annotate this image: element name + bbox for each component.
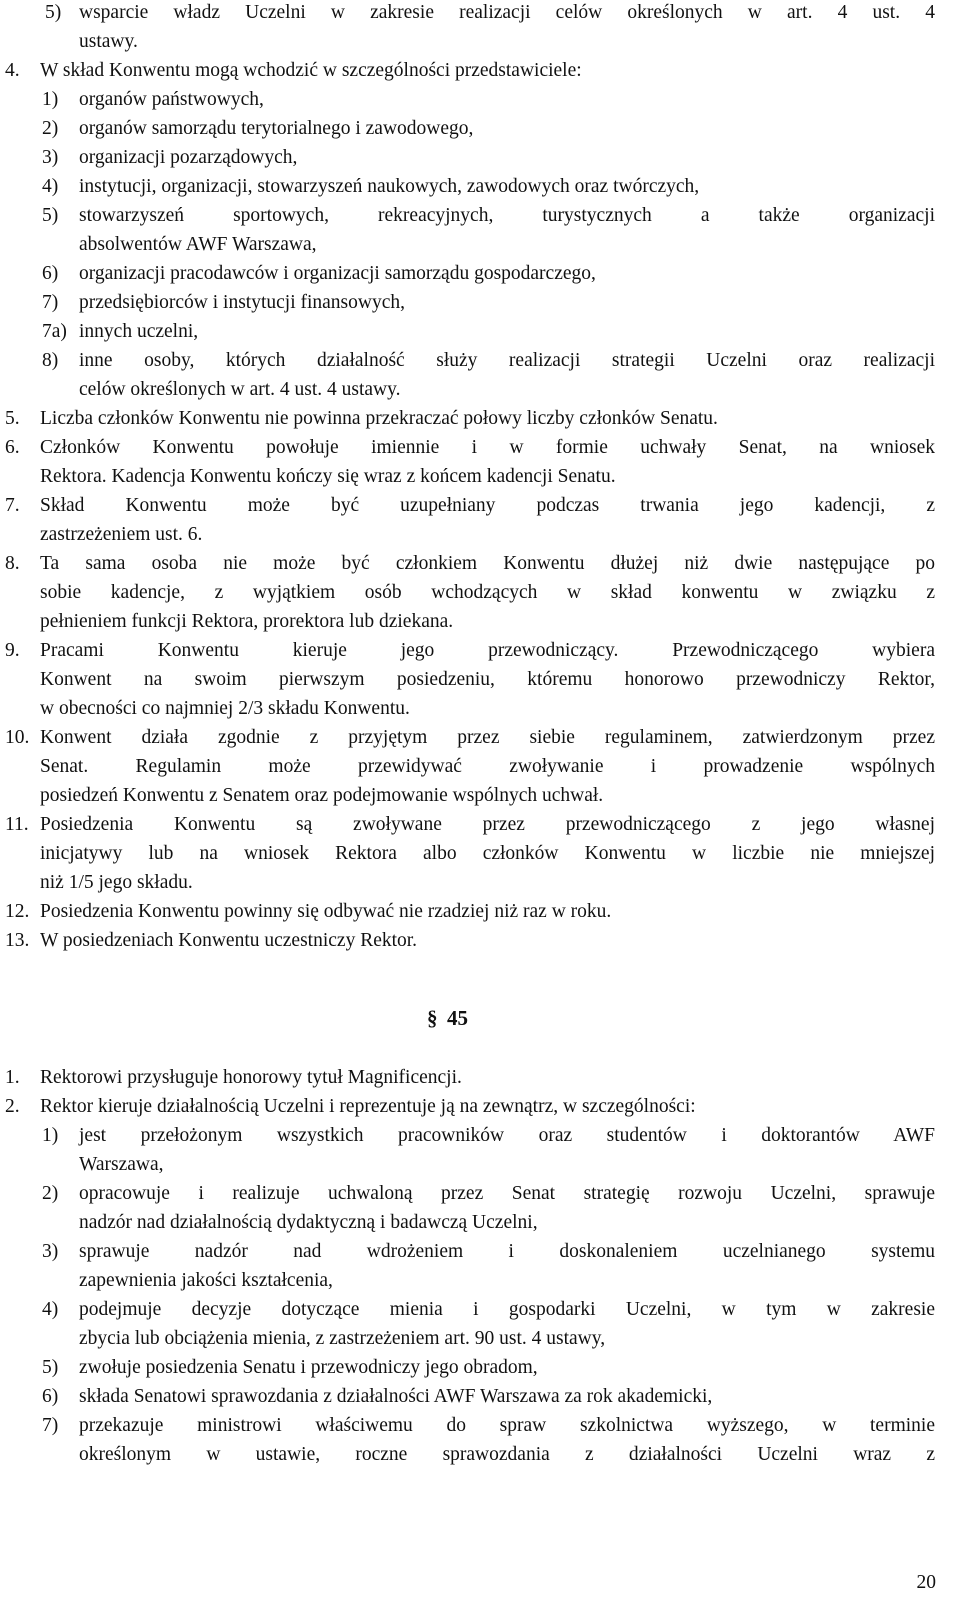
list-item-continuation (0, 1266, 960, 1295)
list-item (0, 201, 960, 230)
paragraph-text: Rektora. Kadencja Konwentu kończy się wraz z końcem kadencji Senatu. (40, 466, 616, 487)
list-item-continuation (0, 375, 960, 404)
item-text: zapewnienia jakości kształcenia, (79, 1270, 333, 1291)
item-text: sprawuje nadzór nad wdrożeniem i doskonaleniem uczelnianego systemu (79, 1241, 935, 1262)
paragraph-number: 12. (5, 901, 30, 922)
item-number: 7a) (42, 321, 67, 342)
item-text: organów państwowych, (79, 89, 264, 110)
paragraph-text: Liczba członków Konwentu nie powinna przekraczać połowy liczby członków Senatu. (40, 408, 718, 429)
paragraph-continuation (0, 839, 960, 868)
item-number: 3) (42, 147, 59, 168)
item-number: 8) (42, 350, 59, 371)
paragraph-continuation (0, 607, 960, 636)
paragraph (0, 549, 960, 578)
list-item (0, 1353, 960, 1382)
paragraph-text: w obecności co najmniej 2/3 składu Konwentu. (40, 698, 410, 719)
list-item (0, 1121, 960, 1150)
item-number: 7) (42, 292, 59, 313)
list-item (0, 1382, 960, 1411)
list-item (0, 114, 960, 143)
section-number: 45 (447, 1006, 468, 1030)
paragraph-text: sobie kadencje, z wyjątkiem osób wchodzących w skład konwentu w związku z (40, 582, 935, 603)
item-text: celów określonych w art. 4 ust. 4 ustawy. (79, 379, 401, 400)
paragraph-number: 2. (5, 1096, 20, 1117)
item-text: inne osoby, których działalność służy realizacji strategii Uczelni oraz realizacji (79, 350, 935, 371)
page-number: 20 (916, 1572, 936, 1593)
list-item-continuation (0, 27, 960, 56)
item-number: 2) (42, 1183, 59, 1204)
paragraph-text: zastrzeżeniem ust. 6. (40, 524, 203, 545)
list-item-continuation (0, 230, 960, 259)
paragraph-text: Posiedzenia Konwentu powinny się odbywać nie rzadziej niż raz w roku. (40, 901, 612, 922)
paragraph-continuation (0, 462, 960, 491)
paragraph (0, 433, 960, 462)
paragraph-continuation (0, 578, 960, 607)
paragraph-text: Skład Konwentu może być uzupełniany podczas trwania jego kadencji, z (40, 495, 935, 516)
item-number: 4) (42, 176, 59, 197)
paragraph-text: Członków Konwentu powołuje imiennie i w formie uchwały Senat, na wniosek (40, 437, 935, 458)
paragraph-continuation (0, 665, 960, 694)
list-item (0, 288, 960, 317)
list-item (0, 1179, 960, 1208)
paragraph-continuation (0, 694, 960, 723)
paragraph (0, 897, 960, 926)
paragraph-text: Senat. Regulamin może przewidywać zwoływanie i prowadzenie wspólnych (40, 756, 935, 777)
paragraph-text: Ta sama osoba nie może być członkiem Konwentu dłużej niż dwie następujące po (40, 553, 935, 574)
list-item-continuation (0, 1324, 960, 1353)
list-item (0, 85, 960, 114)
item-number: 5) (45, 2, 62, 23)
item-text: jest przełożonym wszystkich pracowników oraz studentów i doktorantów AWF (79, 1125, 935, 1146)
item-number: 1) (42, 89, 59, 110)
paragraph-number: 8. (5, 553, 20, 574)
item-text: określonym w ustawie, roczne sprawozdania z działalności Uczelni wraz z (79, 1444, 935, 1465)
item-number: 6) (42, 263, 59, 284)
item-number: 5) (42, 1357, 59, 1378)
list-item (0, 172, 960, 201)
paragraph-text: posiedzeń Konwentu z Senatem oraz podejmowanie wspólnych uchwał. (40, 785, 604, 806)
paragraph (0, 1063, 960, 1092)
paragraph-continuation (0, 520, 960, 549)
paragraph (0, 926, 960, 955)
list-item (0, 317, 960, 346)
section-symbol: § (427, 1006, 438, 1030)
paragraph-number: 1. (5, 1067, 20, 1088)
item-number: 5) (42, 205, 59, 226)
paragraph-continuation (0, 752, 960, 781)
item-number: 4) (42, 1299, 59, 1320)
item-text: organizacji pozarządowych, (79, 147, 298, 168)
item-text: przekazuje ministrowi właściwemu do spraw szkolnictwa wyższego, w terminie (79, 1415, 935, 1436)
list-item-continuation (0, 1150, 960, 1179)
item-text: ustawy. (79, 31, 138, 52)
paragraph-text: W skład Konwentu mogą wchodzić w szczególności przedstawiciele: (40, 60, 582, 81)
paragraph (0, 810, 960, 839)
item-text: opracowuje i realizuje uchwaloną przez Senat strategię rozwoju Uczelni, sprawuje (79, 1183, 935, 1204)
item-text: Warszawa, (79, 1154, 164, 1175)
list-item (0, 0, 960, 27)
list-item (0, 1411, 960, 1440)
paragraph (0, 723, 960, 752)
paragraph-text: pełnieniem funkcji Rektora, prorektora lub dziekana. (40, 611, 454, 632)
item-number: 1) (42, 1125, 59, 1146)
item-number: 3) (42, 1241, 59, 1262)
list-item-continuation (0, 1208, 960, 1237)
list-item (0, 259, 960, 288)
list-item (0, 1295, 960, 1324)
paragraph (0, 1092, 960, 1121)
list-item (0, 143, 960, 172)
item-text: innych uczelni, (79, 321, 199, 342)
item-number: 2) (42, 118, 59, 139)
list-item (0, 1237, 960, 1266)
item-text: organizacji pracodawców i organizacji samorządu gospodarczego, (79, 263, 596, 284)
item-text: instytucji, organizacji, stowarzyszeń naukowych, zawodowych oraz twórczych, (79, 176, 700, 197)
item-text: wsparcie władz Uczelni w zakresie realizacji celów określonych w art. 4 ust. 4 (79, 2, 935, 23)
item-text: zbycia lub obciążenia mienia, z zastrzeżeniem art. 90 ust. 4 ustawy, (79, 1328, 606, 1349)
item-text: składa Senatowi sprawozdania z działalności AWF Warszawa za rok akademicki, (79, 1386, 713, 1407)
paragraph-text: niż 1/5 jego składu. (40, 872, 193, 893)
section-heading (0, 1003, 960, 1033)
paragraph-number: 7. (5, 495, 20, 516)
paragraph-text: Konwent działa zgodnie z przyjętym przez siebie regulaminem, zatwierdzonym przez (40, 727, 935, 748)
paragraph (0, 491, 960, 520)
item-number: 6) (42, 1386, 59, 1407)
paragraph-number: 4. (5, 60, 20, 81)
paragraph-number: 5. (5, 408, 20, 429)
paragraph-text: Konwent na swoim pierwszym posiedzeniu, któremu honorowo przewodniczy Rektor, (40, 669, 935, 690)
item-text: absolwentów AWF Warszawa, (79, 234, 317, 255)
item-text: przedsiębiorców i instytucji finansowych, (79, 292, 406, 313)
paragraph-continuation (0, 868, 960, 897)
paragraph-text: inicjatywy lub na wniosek Rektora albo członków Konwentu w liczbie nie mniejszej (40, 843, 935, 864)
paragraph-number: 10. (5, 727, 30, 748)
paragraph (0, 404, 960, 433)
paragraph-text: Posiedzenia Konwentu są zwoływane przez przewodniczącego z jego własnej (40, 814, 935, 835)
item-text: stowarzyszeń sportowych, rekreacyjnych, turystycznych a także organizacji (79, 205, 935, 226)
paragraph-text: Rektorowi przysługuje honorowy tytuł Magnificencji. (40, 1067, 462, 1088)
item-number: 7) (42, 1415, 59, 1436)
paragraph-continuation (0, 781, 960, 810)
paragraph-text: Rektor kieruje działalnością Uczelni i reprezentuje ją na zewnątrz, w szczególności: (40, 1096, 696, 1117)
paragraph (0, 636, 960, 665)
item-text: podejmuje decyzje dotyczące mienia i gospodarki Uczelni, w tym w zakresie (79, 1299, 935, 1320)
paragraph-text: W posiedzeniach Konwentu uczestniczy Rektor. (40, 930, 418, 951)
paragraph-number: 13. (5, 930, 30, 951)
paragraph-text: Pracami Konwentu kieruje jego przewodniczący. Przewodniczącego wybiera (40, 640, 935, 661)
item-text: nadzór nad działalnością dydaktyczną i badawczą Uczelni, (79, 1212, 538, 1233)
item-text: zwołuje posiedzenia Senatu i przewodniczy jego obradom, (79, 1357, 538, 1378)
list-item-continuation (0, 1440, 960, 1469)
paragraph-number: 9. (5, 640, 20, 661)
paragraph (0, 56, 960, 85)
paragraph-number: 11. (5, 814, 29, 835)
item-text: organów samorządu terytorialnego i zawodowego, (79, 118, 474, 139)
paragraph-number: 6. (5, 437, 20, 458)
list-item (0, 346, 960, 375)
